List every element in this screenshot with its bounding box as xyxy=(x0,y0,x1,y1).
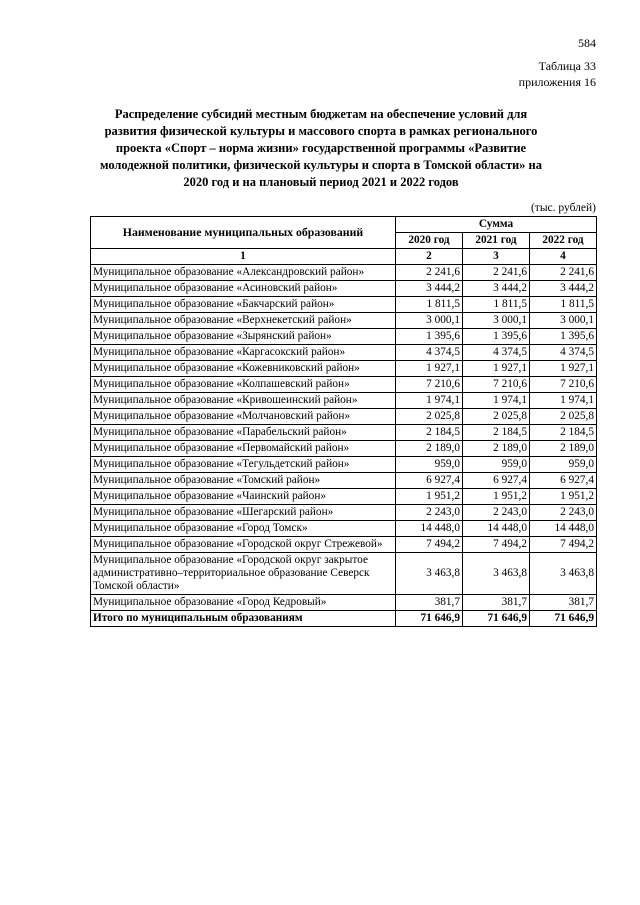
value-2021: 2 241,6 xyxy=(463,265,530,281)
value-2020: 1 951,2 xyxy=(396,489,463,505)
value-2021: 1 951,2 xyxy=(463,489,530,505)
value-2021: 7 210,6 xyxy=(463,377,530,393)
value-2020: 3 000,1 xyxy=(396,313,463,329)
document-title: Распределение субсидий местным бюджетам на обеспечение условий для развития физической культуры и массового спорта в рамках регионального проекта «Спорт – норма жизни» государственной программы «Развитие молодежной политики, физической культуры и спорта в Томской области» на 2020 год и на плановый период 2021 и 2022 годов xyxy=(99,107,542,189)
value-2021: 1 395,6 xyxy=(463,329,530,345)
page-number: 584 xyxy=(578,36,596,50)
value-2021: 2 189,0 xyxy=(463,441,530,457)
municipality-name: Муниципальное образование «Город Томск» xyxy=(91,521,396,537)
municipality-name: Муниципальное образование «Верхнекетский район» xyxy=(91,313,396,329)
value-2021: 14 448,0 xyxy=(463,521,530,537)
value-2021: 1 811,5 xyxy=(463,297,530,313)
column-number: 4 xyxy=(530,249,597,265)
municipality-name: Муниципальное образование «Шегарский район» xyxy=(91,505,396,521)
table-row xyxy=(91,425,597,441)
value-2020: 2 189,0 xyxy=(396,441,463,457)
value-2020: 7 210,6 xyxy=(396,377,463,393)
value-2022: 6 927,4 xyxy=(530,473,597,489)
value-2020: 7 494,2 xyxy=(396,537,463,553)
table-row xyxy=(91,361,597,377)
municipality-name: Муниципальное образование «Чаинский район» xyxy=(91,489,396,505)
table-row xyxy=(91,409,597,425)
value-2021: 1 974,1 xyxy=(463,393,530,409)
value-2022: 3 444,2 xyxy=(530,281,597,297)
value-2020: 14 448,0 xyxy=(396,521,463,537)
municipality-name: Муниципальное образование «Асиновский район» xyxy=(91,281,396,297)
value-2020: 959,0 xyxy=(396,457,463,473)
value-2020: 1 974,1 xyxy=(396,393,463,409)
value-2022: 1 951,2 xyxy=(530,489,597,505)
header-name: Наименование муниципальных образований xyxy=(91,217,396,249)
municipality-name: Муниципальное образование «Бакчарский район» xyxy=(91,297,396,313)
municipality-name: Муниципальное образование «Колпашевский район» xyxy=(91,377,396,393)
value-2020: 3 463,8 xyxy=(396,553,463,595)
municipality-name: Муниципальное образование «Первомайский район» xyxy=(91,441,396,457)
value-2022: 2 243,0 xyxy=(530,505,597,521)
header-year-2021: 2021 год xyxy=(463,233,530,249)
value-2022: 3 000,1 xyxy=(530,313,597,329)
table-row xyxy=(91,297,597,313)
value-2022: 4 374,5 xyxy=(530,345,597,361)
value-2020: 1 927,1 xyxy=(396,361,463,377)
total-label: Итого по муниципальным образованиям xyxy=(91,611,396,627)
value-2021: 959,0 xyxy=(463,457,530,473)
units-label: (тыс. рублей) xyxy=(530,202,596,214)
table-row xyxy=(91,329,597,345)
table-row xyxy=(91,393,597,409)
value-2021: 3 000,1 xyxy=(463,313,530,329)
table-row xyxy=(91,553,597,595)
value-2020: 2 241,6 xyxy=(396,265,463,281)
value-2022: 2 241,6 xyxy=(530,265,597,281)
column-number: 2 xyxy=(396,249,463,265)
value-2022: 1 974,1 xyxy=(530,393,597,409)
table-reference xyxy=(519,58,596,90)
value-2021: 2 243,0 xyxy=(463,505,530,521)
total-2021: 71 646,9 xyxy=(463,611,530,627)
value-2020: 6 927,4 xyxy=(396,473,463,489)
table-row xyxy=(91,521,597,537)
value-2020: 381,7 xyxy=(396,595,463,611)
value-2020: 2 243,0 xyxy=(396,505,463,521)
table-row xyxy=(91,457,597,473)
value-2021: 7 494,2 xyxy=(463,537,530,553)
header-year-2022: 2022 год xyxy=(530,233,597,249)
value-2022: 7 494,2 xyxy=(530,537,597,553)
municipality-name: Муниципальное образование «Парабельский район» xyxy=(91,425,396,441)
value-2022: 1 395,6 xyxy=(530,329,597,345)
municipality-name: Муниципальное образование «Кожевниковский район» xyxy=(91,361,396,377)
table-row xyxy=(91,345,597,361)
value-2022: 1 927,1 xyxy=(530,361,597,377)
value-2022: 2 189,0 xyxy=(530,441,597,457)
table-row xyxy=(91,265,597,281)
value-2021: 381,7 xyxy=(463,595,530,611)
value-2020: 4 374,5 xyxy=(396,345,463,361)
table-row xyxy=(91,505,597,521)
value-2022: 3 463,8 xyxy=(530,553,597,595)
value-2022: 2 025,8 xyxy=(530,409,597,425)
table-ref-line1: Таблица 33 xyxy=(538,59,596,73)
value-2022: 381,7 xyxy=(530,595,597,611)
value-2021: 2 025,8 xyxy=(463,409,530,425)
municipality-name: Муниципальное образование «Городской округ Стрежевой» xyxy=(91,537,396,553)
value-2020: 2 184,5 xyxy=(396,425,463,441)
table-row xyxy=(91,313,597,329)
value-2020: 3 444,2 xyxy=(396,281,463,297)
table-row xyxy=(91,537,597,553)
value-2022: 2 184,5 xyxy=(530,425,597,441)
table-body xyxy=(91,265,597,611)
value-2021: 3 463,8 xyxy=(463,553,530,595)
value-2022: 959,0 xyxy=(530,457,597,473)
header-sum: Сумма xyxy=(396,217,597,233)
table-row xyxy=(91,281,597,297)
table-row xyxy=(91,377,597,393)
municipality-name: Муниципальное образование «Молчановский район» xyxy=(91,409,396,425)
value-2020: 2 025,8 xyxy=(396,409,463,425)
value-2021: 4 374,5 xyxy=(463,345,530,361)
municipality-name: Муниципальное образование «Томский район» xyxy=(91,473,396,489)
column-number: 3 xyxy=(463,249,530,265)
municipality-name: Муниципальное образование «Каргасокский район» xyxy=(91,345,396,361)
table-ref-line2: приложения 16 xyxy=(518,75,596,89)
total-2022: 71 646,9 xyxy=(530,611,597,627)
value-2021: 3 444,2 xyxy=(463,281,530,297)
total-2020: 71 646,9 xyxy=(396,611,463,627)
table-row xyxy=(91,595,597,611)
value-2021: 2 184,5 xyxy=(463,425,530,441)
header-year-2020: 2020 год xyxy=(396,233,463,249)
municipality-name: Муниципальное образование «Тегульдетский район» xyxy=(91,457,396,473)
column-number: 1 xyxy=(91,249,396,265)
column-numbers-row xyxy=(91,249,597,265)
table-row xyxy=(91,473,597,489)
subsidy-table xyxy=(90,216,597,627)
total-row xyxy=(91,611,597,627)
value-2020: 1 811,5 xyxy=(396,297,463,313)
municipality-name: Муниципальное образование «Город Кедровый» xyxy=(91,595,396,611)
table-row xyxy=(91,489,597,505)
municipality-name: Муниципальное образование «Городской округ закрытое административно–территориальное образование Северск Томской области» xyxy=(91,553,396,595)
value-2022: 1 811,5 xyxy=(530,297,597,313)
municipality-name: Муниципальное образование «Александровский район» xyxy=(91,265,396,281)
value-2022: 7 210,6 xyxy=(530,377,597,393)
table-row xyxy=(91,441,597,457)
value-2020: 1 395,6 xyxy=(396,329,463,345)
value-2022: 14 448,0 xyxy=(530,521,597,537)
value-2021: 6 927,4 xyxy=(463,473,530,489)
municipality-name: Муниципальное образование «Кривошеинский район» xyxy=(91,393,396,409)
value-2021: 1 927,1 xyxy=(463,361,530,377)
municipality-name: Муниципальное образование «Зырянский район» xyxy=(91,329,396,345)
